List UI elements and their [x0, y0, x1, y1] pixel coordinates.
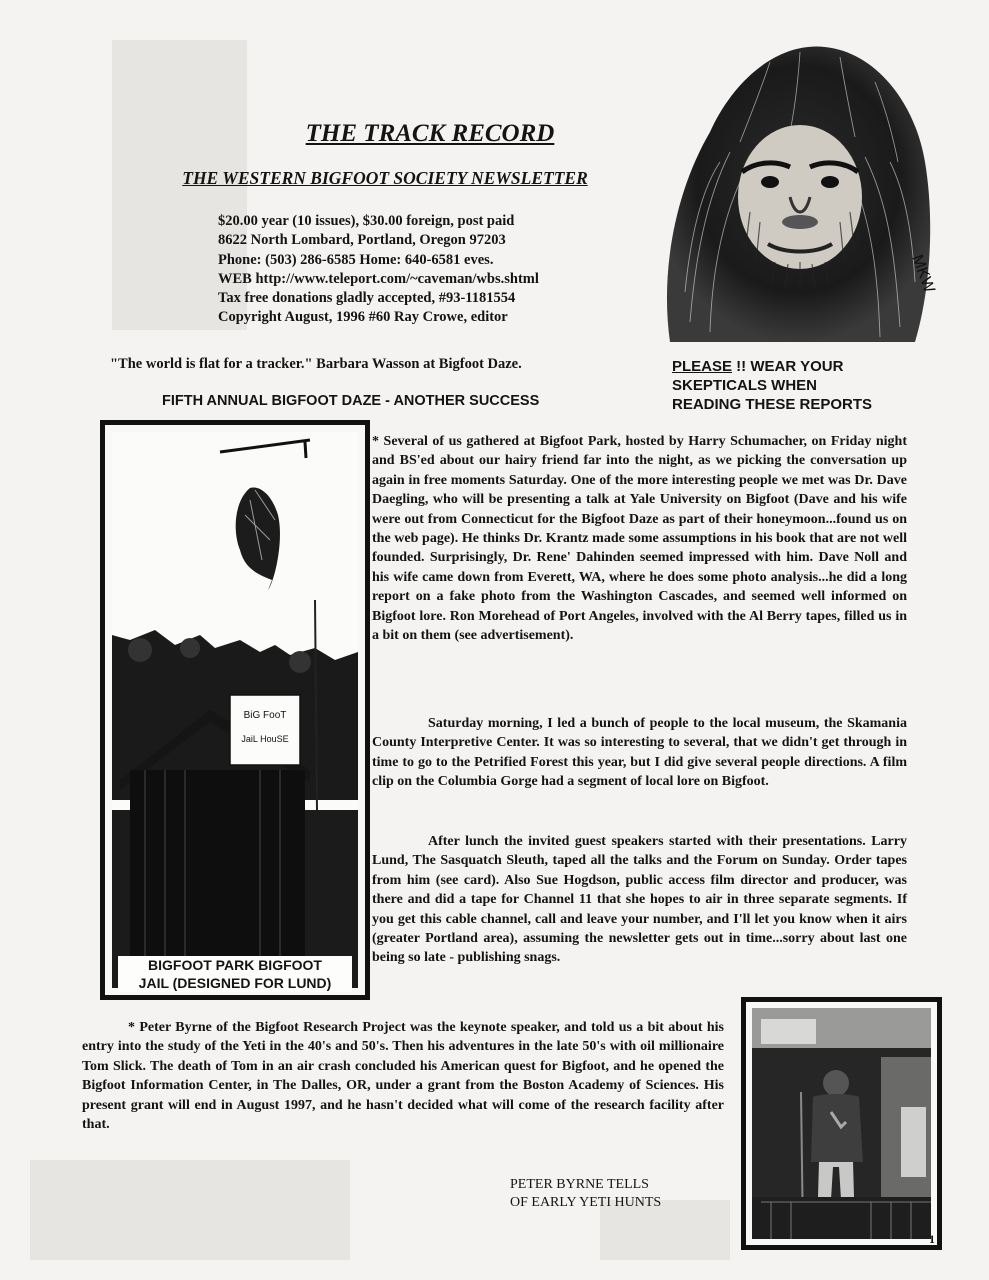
- byrne-photo-caption: [510, 1176, 710, 1212]
- info-line: Phone: (503) 286-6585 Home: 640-6581 eves.: [218, 251, 494, 268]
- info-line: $20.00 year (10 issues), $30.00 foreign, post paid: [218, 213, 515, 229]
- bigfoot-jail-photo: [100, 420, 370, 1000]
- notice-line3: READING THESE REPORTS: [672, 396, 873, 413]
- newsletter-subtitle: THE WESTERN BIGFOOT SOCIETY NEWSLETTER: [182, 168, 588, 188]
- page-number: 1: [929, 1232, 935, 1246]
- skeptical-notice: [672, 357, 922, 414]
- caption-line: BIGFOOT PARK BIGFOOT: [148, 957, 322, 973]
- article-paragraph: * Several of us gathered at Bigfoot Park, hosted by Harry Schumacher, on Friday night and BS'ed about our hairy friend far into the night, as we picking the conversation up again in free moments Saturday. One of the more interesting people we met was Dr. Dave Daegling, who will be presenting a talk at Yale University on Bigfoot (Dave and his wife were out from Connecticut for the Bigfoot Daze as part of their honeymoon...found us on the web page). He thinks Dr. Krantz made some assumptions in his book that are not well founded. Surprisingly, Dr. Rene' Dahinden seemed impressed with him. Dave Noll and his wife came down from Everett, WA, where he does some photo analysis...he did a long report on a fake photo from the Washington Cascades, and seemed well informed on Bigfoot lore. Ron Morehead of Port Angeles, involved with the Al Berry tapes, filled us in a bit on them (see advertisement).: [372, 434, 907, 644]
- caption-line: OF EARLY YETI HUNTS: [510, 1195, 662, 1210]
- article-paragraph: Saturday morning, I led a bunch of people to the local museum, the Skamania County Interpretive Center. It was so interesting to several, that we didn't get through in time to go to the Petrified Forest this year, but I did give several people directions. A film clip on the Columbia Gorge had a segment of local lore on Bigfoot.: [372, 716, 907, 790]
- article-paragraph: After lunch the invited guest speakers started with their presentations. Larry Lund, The Sasquatch Sleuth, taped all the talks and the Forum on Sunday. Order tapes from him (see card). Also Sue Hogdson, public access film director and producer, was there and did a tape for Channel 11 that she hopes to air in three separate segments. If you get this cable channel, call and leave your number, and I'll let you know when it airs (greater Portland area), assuming the newsletter gets out in time...sorry about last one being so late - publishing snags.: [372, 834, 907, 966]
- info-line: 8622 North Lombard, Portland, Oregon 97203: [218, 232, 506, 249]
- bigfoot-illustration: [650, 22, 942, 352]
- jail-sign-line1: BiG FooT: [243, 710, 287, 721]
- info-line: WEB http://www.teleport.com/~caveman/wbs.shtml: [218, 270, 539, 287]
- jail-photo-caption: [118, 956, 352, 992]
- subscription-info: [218, 212, 638, 328]
- notice-line1: !! WEAR YOUR: [732, 358, 844, 375]
- jail-sign-line2: JaiL HouSE: [241, 734, 289, 744]
- info-line: Copyright August, 1996 #60 Ray Crowe, editor: [218, 309, 508, 326]
- caption-line: JAIL (DESIGNED FOR LUND): [138, 975, 332, 991]
- article-paragraph: * Peter Byrne of the Bigfoot Research Project was the keynote speaker, and told us a bit about his entry into the study of the Yeti in the 40's and 50's. Then his adventures in the late 50's with oil millionaire Tom Slick. The death of Tom in an air crash concluded his American quest for Bigfoot, and he opened the Bigfoot Information Center, in The Dalles, OR, under a grant from the Boston Academy of Sciences. His present grant will end in August 1997, and he hasn't decided what will come of the research facility after that.: [82, 1020, 724, 1133]
- notice-line2: SKEPTICALS WHEN: [672, 377, 818, 394]
- caption-line: PETER BYRNE TELLS: [510, 1177, 649, 1192]
- artist-signature: MKW: [908, 252, 938, 296]
- info-line: Tax free donations gladly accepted, #93-1181554: [218, 290, 516, 307]
- peter-byrne-photo: [741, 997, 942, 1250]
- notice-please: PLEASE: [672, 358, 733, 375]
- article-headline: FIFTH ANNUAL BIGFOOT DAZE - ANOTHER SUCCESS: [162, 393, 540, 409]
- newsletter-title: THE TRACK RECORD: [305, 120, 555, 147]
- tracker-quote: "The world is flat for a tracker." Barbara Wasson at Bigfoot Daze.: [110, 356, 522, 372]
- bleed-through: [30, 1160, 350, 1260]
